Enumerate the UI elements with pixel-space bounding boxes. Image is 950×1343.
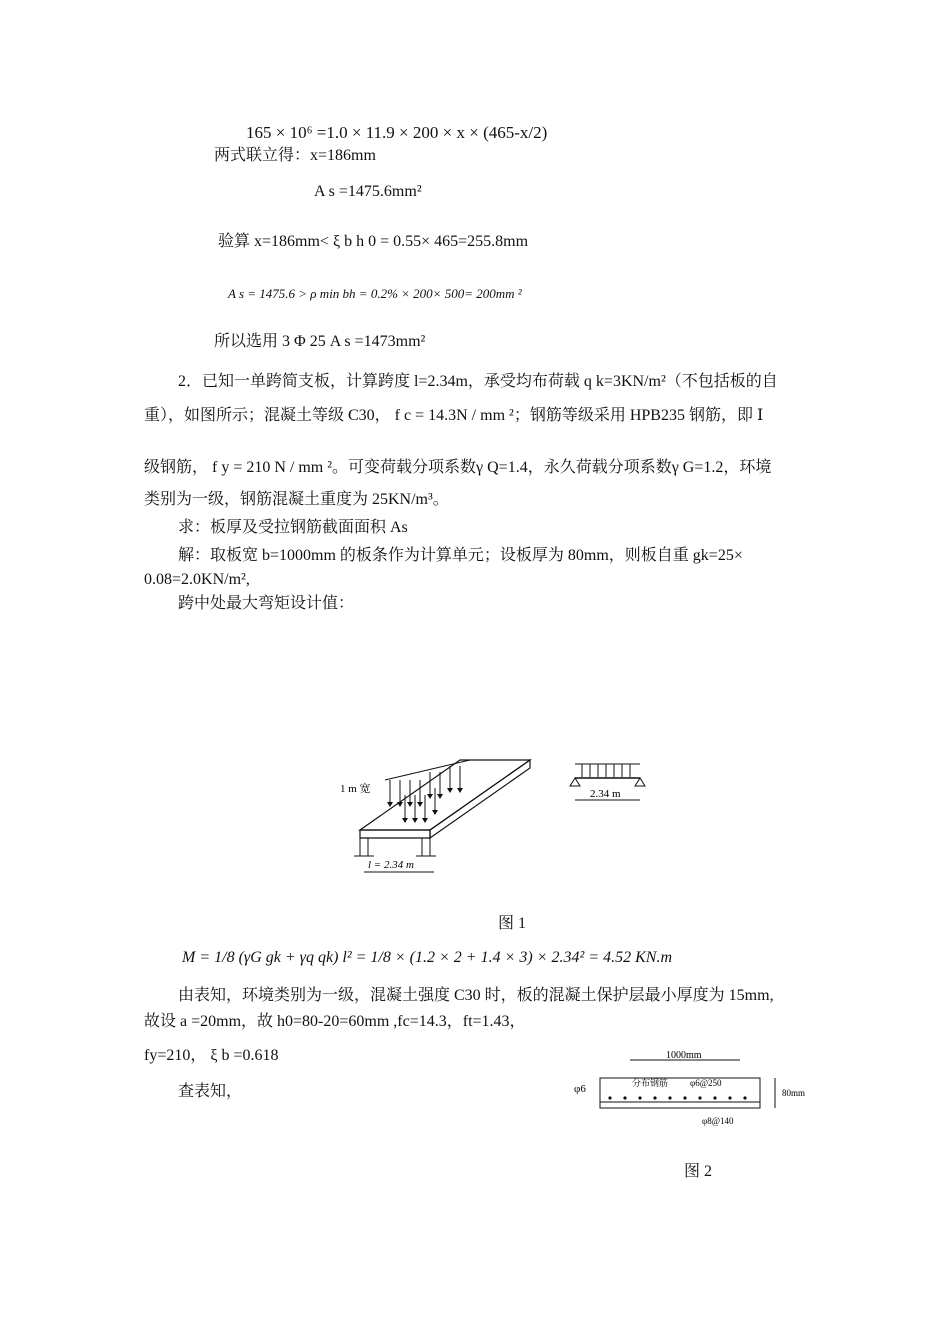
problem2-line1: 2．已知一单跨简支板，计算跨度 l=2.34m，承受均布荷载 q k=3KN/m²（不包括板的自 [178,373,778,390]
problem2-line2: 重），如图所示；混凝土等级 C30， f c = 14.3N / mm ²；钢筋等级采用 HPB235 钢筋，即 Ⅰ [144,407,764,424]
span-label-right: 2.34 m [590,788,621,800]
moment-equation: M = 1/8 (γG gk + γq qk) l² = 1/8 × (1.2 × 2 + 1.4 × 3) × 2.34² = 4.52 KN.m [182,949,673,966]
problem2-line4: 类别为一级，钢筋混凝土重度为 25KN/m³。 [144,491,449,508]
figure1-caption: 图 1 [498,915,527,932]
thickness-label: 80mm [782,1088,806,1098]
after-line1: 由表知，环境类别为一级，混凝土强度 C30 时，板的混凝土保护层最小厚度为 15mm, [178,987,774,1004]
figure2-section-diagram [570,1050,810,1130]
solution-line1: 解：取板宽 b=1000mm 的板条作为计算单元；设板厚为 80mm，则板自重 gk=25× [178,547,743,564]
moment-title: 跨中处最大弯矩设计值： [178,595,355,612]
figure2-caption: 图 2 [684,1163,713,1180]
min-reinforcement-check: A s = 1475.6 > ρ min bh = 0.2% × 200× 500= 200mm ² [228,286,522,301]
solution-line2: 0.08=2.0KN/m², [144,571,250,588]
equilibrium-equation: 165 × 10⁶ =1.0 × 11.9 × 200 × x × (465-x/2) [246,123,548,142]
problem2-ask: 求：板厚及受拉钢筋截面面积 As [178,519,408,536]
problem2-line3: 级钢筋， f y = 210 N / mm ²。可变荷载分项系数γ Q=1.4，永久荷载分项系数γ G=1.2，环境 [144,459,772,476]
main-bar-spec: φ8@140 [702,1116,734,1126]
width-label: 1 m 宽 [340,783,371,795]
distribution-spec: φ6@250 [690,1078,722,1088]
after-line4: 查表知， [178,1083,243,1100]
solve-result: 两式联立得：x=186mm [214,147,376,164]
steel-area-result: A s =1475.6mm² [314,183,422,200]
figure1-slab-diagram [330,750,660,890]
distribution-bars-label: 分布钢筋 [632,1078,669,1088]
phi6-label: φ6 [574,1083,586,1095]
selected-bars: 所以选用 3 Φ 25 A s =1473mm² [214,333,426,350]
span-label: l = 2.34 m [368,859,414,871]
after-line2: 故设 a =20mm，故 h0=80-20=60mm ,fc=14.3，ft=1.43， [144,1013,526,1030]
after-line3: fy=210， ξ b =0.618 [144,1047,279,1064]
check-line: 验算 x=186mm< ξ b h 0 = 0.55× 465=255.8mm [218,233,529,250]
width-label: 1000mm [666,1050,702,1061]
